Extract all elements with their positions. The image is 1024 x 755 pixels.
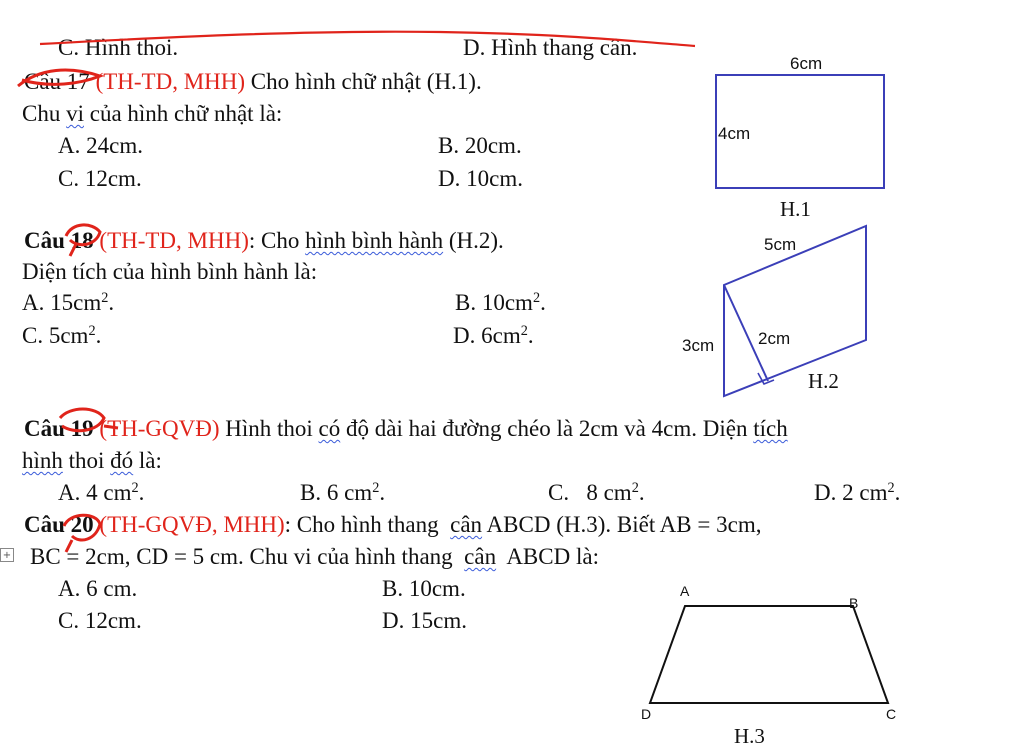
- q19-text4: tích: [753, 416, 788, 441]
- q20-line2-c: ABCD là:: [496, 544, 599, 569]
- q17-label: Câu 17: [24, 69, 90, 94]
- q20-line2-b: cân: [464, 544, 497, 569]
- q19-line2-a: hình: [22, 448, 63, 473]
- vertex-a: A: [680, 583, 690, 599]
- q19-b-sup: 2: [372, 480, 380, 497]
- q19-line2-b: thoi: [62, 448, 111, 473]
- q19-b-dot: .: [379, 480, 386, 505]
- red-scribble-19: [60, 409, 118, 431]
- q20-option-a: A. 6 cm.: [58, 576, 138, 601]
- q18-a-dot: .: [108, 290, 115, 315]
- vertex-d: D: [641, 706, 652, 722]
- q19-label: Câu 19: [24, 416, 94, 441]
- q20-option-b: B. 10cm.: [382, 576, 466, 601]
- q19-tag: (TH-GQVĐ): [99, 416, 220, 441]
- q18-b-sup: 2: [532, 290, 541, 307]
- q20-text1: : Cho hình thang: [284, 512, 451, 537]
- q18-c-dot: .: [95, 323, 102, 348]
- q19-d-text: D. 2 cm: [814, 480, 888, 505]
- q20-option-d: D. 15cm.: [382, 608, 467, 633]
- vertex-b: B: [849, 595, 859, 611]
- q20-label: Câu 20: [24, 512, 94, 537]
- q17-option-c: C. 12cm.: [58, 166, 142, 191]
- option-c-top: C. Hình thoi.: [58, 35, 179, 60]
- q19-c-text: C. 8 cm: [548, 480, 632, 505]
- q20-tag: (TH-GQVĐ, MHH): [99, 512, 285, 537]
- fig2-top-label: 5cm: [764, 235, 797, 254]
- q17-tag: (TH-TD, MHH): [95, 69, 246, 94]
- q18-a-sup: 2: [101, 290, 109, 307]
- q18-tag: (TH-TD, MHH): [99, 228, 249, 253]
- q17-line2-c: của hình chữ nhật là:: [83, 101, 283, 126]
- q19-b-text: B. 6 cm: [300, 480, 373, 505]
- q17-option-b: B. 20cm.: [438, 133, 522, 158]
- q18-b-dot: .: [540, 290, 546, 315]
- q17-text: Cho hình chữ nhật (H.1).: [245, 69, 482, 94]
- q20-option-c: C. 12cm.: [58, 608, 142, 633]
- q20-line2-a: BC = 2cm, CD = 5 cm. Chu vi của hình thang: [30, 544, 465, 569]
- vertex-c: C: [886, 706, 897, 722]
- q17-option-a: A. 24cm.: [58, 133, 143, 158]
- q18-b-text: B. 10cm: [455, 290, 533, 315]
- fig2-left-label: 3cm: [682, 336, 715, 355]
- q19-a-text: A. 4 cm: [58, 480, 132, 505]
- q18-c-sup: 2: [88, 323, 96, 340]
- q18-d-text: D. 6cm: [453, 323, 521, 348]
- q19-a-sup: 2: [131, 480, 139, 497]
- q18-line2: Diện tích của hình bình hành là:: [22, 259, 318, 284]
- q19-d-sup: 2: [887, 480, 895, 497]
- q18-d-sup: 2: [520, 323, 528, 340]
- q17-option-d: D. 10cm.: [438, 166, 523, 191]
- q19-c-sup: 2: [631, 480, 639, 497]
- fig1-caption: H.1: [780, 197, 811, 221]
- red-scribble-17: [18, 70, 100, 86]
- q18-c-text: C. 5cm: [22, 323, 89, 348]
- q19-line2-c: đó: [110, 448, 134, 473]
- q18-text1: : Cho: [248, 228, 306, 253]
- trapezoid-figure: [650, 606, 888, 703]
- q19-d-dot: .: [894, 480, 901, 505]
- q19-line2-d: là:: [133, 448, 162, 473]
- fig1-top-label: 6cm: [790, 54, 823, 73]
- q18-d-dot: .: [527, 323, 534, 348]
- move-handle-icon[interactable]: +: [0, 548, 14, 562]
- fig3-caption: H.3: [734, 724, 765, 748]
- q20-text3: ABCD (H.3). Biết AB = 3cm,: [482, 512, 762, 537]
- q18-label: Câu 18: [24, 228, 94, 253]
- fig2-height-label: 2cm: [758, 329, 791, 348]
- q19-text2: có: [318, 416, 341, 441]
- q17-line2-a: Chu: [22, 101, 67, 126]
- option-d-top: D. Hình thang cân.: [463, 35, 638, 60]
- q17-line2-b: vi: [66, 101, 84, 126]
- q18-a-text: A. 15cm: [22, 290, 102, 315]
- q19-c-dot: .: [638, 480, 645, 505]
- fig1-side-label: 4cm: [718, 124, 751, 143]
- q20-text2: cân: [450, 512, 483, 537]
- q18-text2: hình bình hành: [305, 228, 444, 253]
- fig2-caption: H.2: [808, 369, 839, 393]
- q18-text3: (H.2).: [443, 228, 504, 253]
- q19-a-dot: .: [138, 480, 145, 505]
- red-scribble-18: [66, 225, 100, 256]
- red-strike-line: [40, 32, 695, 46]
- q19-text1: Hình thoi: [219, 416, 319, 441]
- q19-text3: độ dài hai đường chéo là 2cm và 4cm. Diện: [340, 416, 754, 441]
- red-scribble-20: [64, 515, 100, 552]
